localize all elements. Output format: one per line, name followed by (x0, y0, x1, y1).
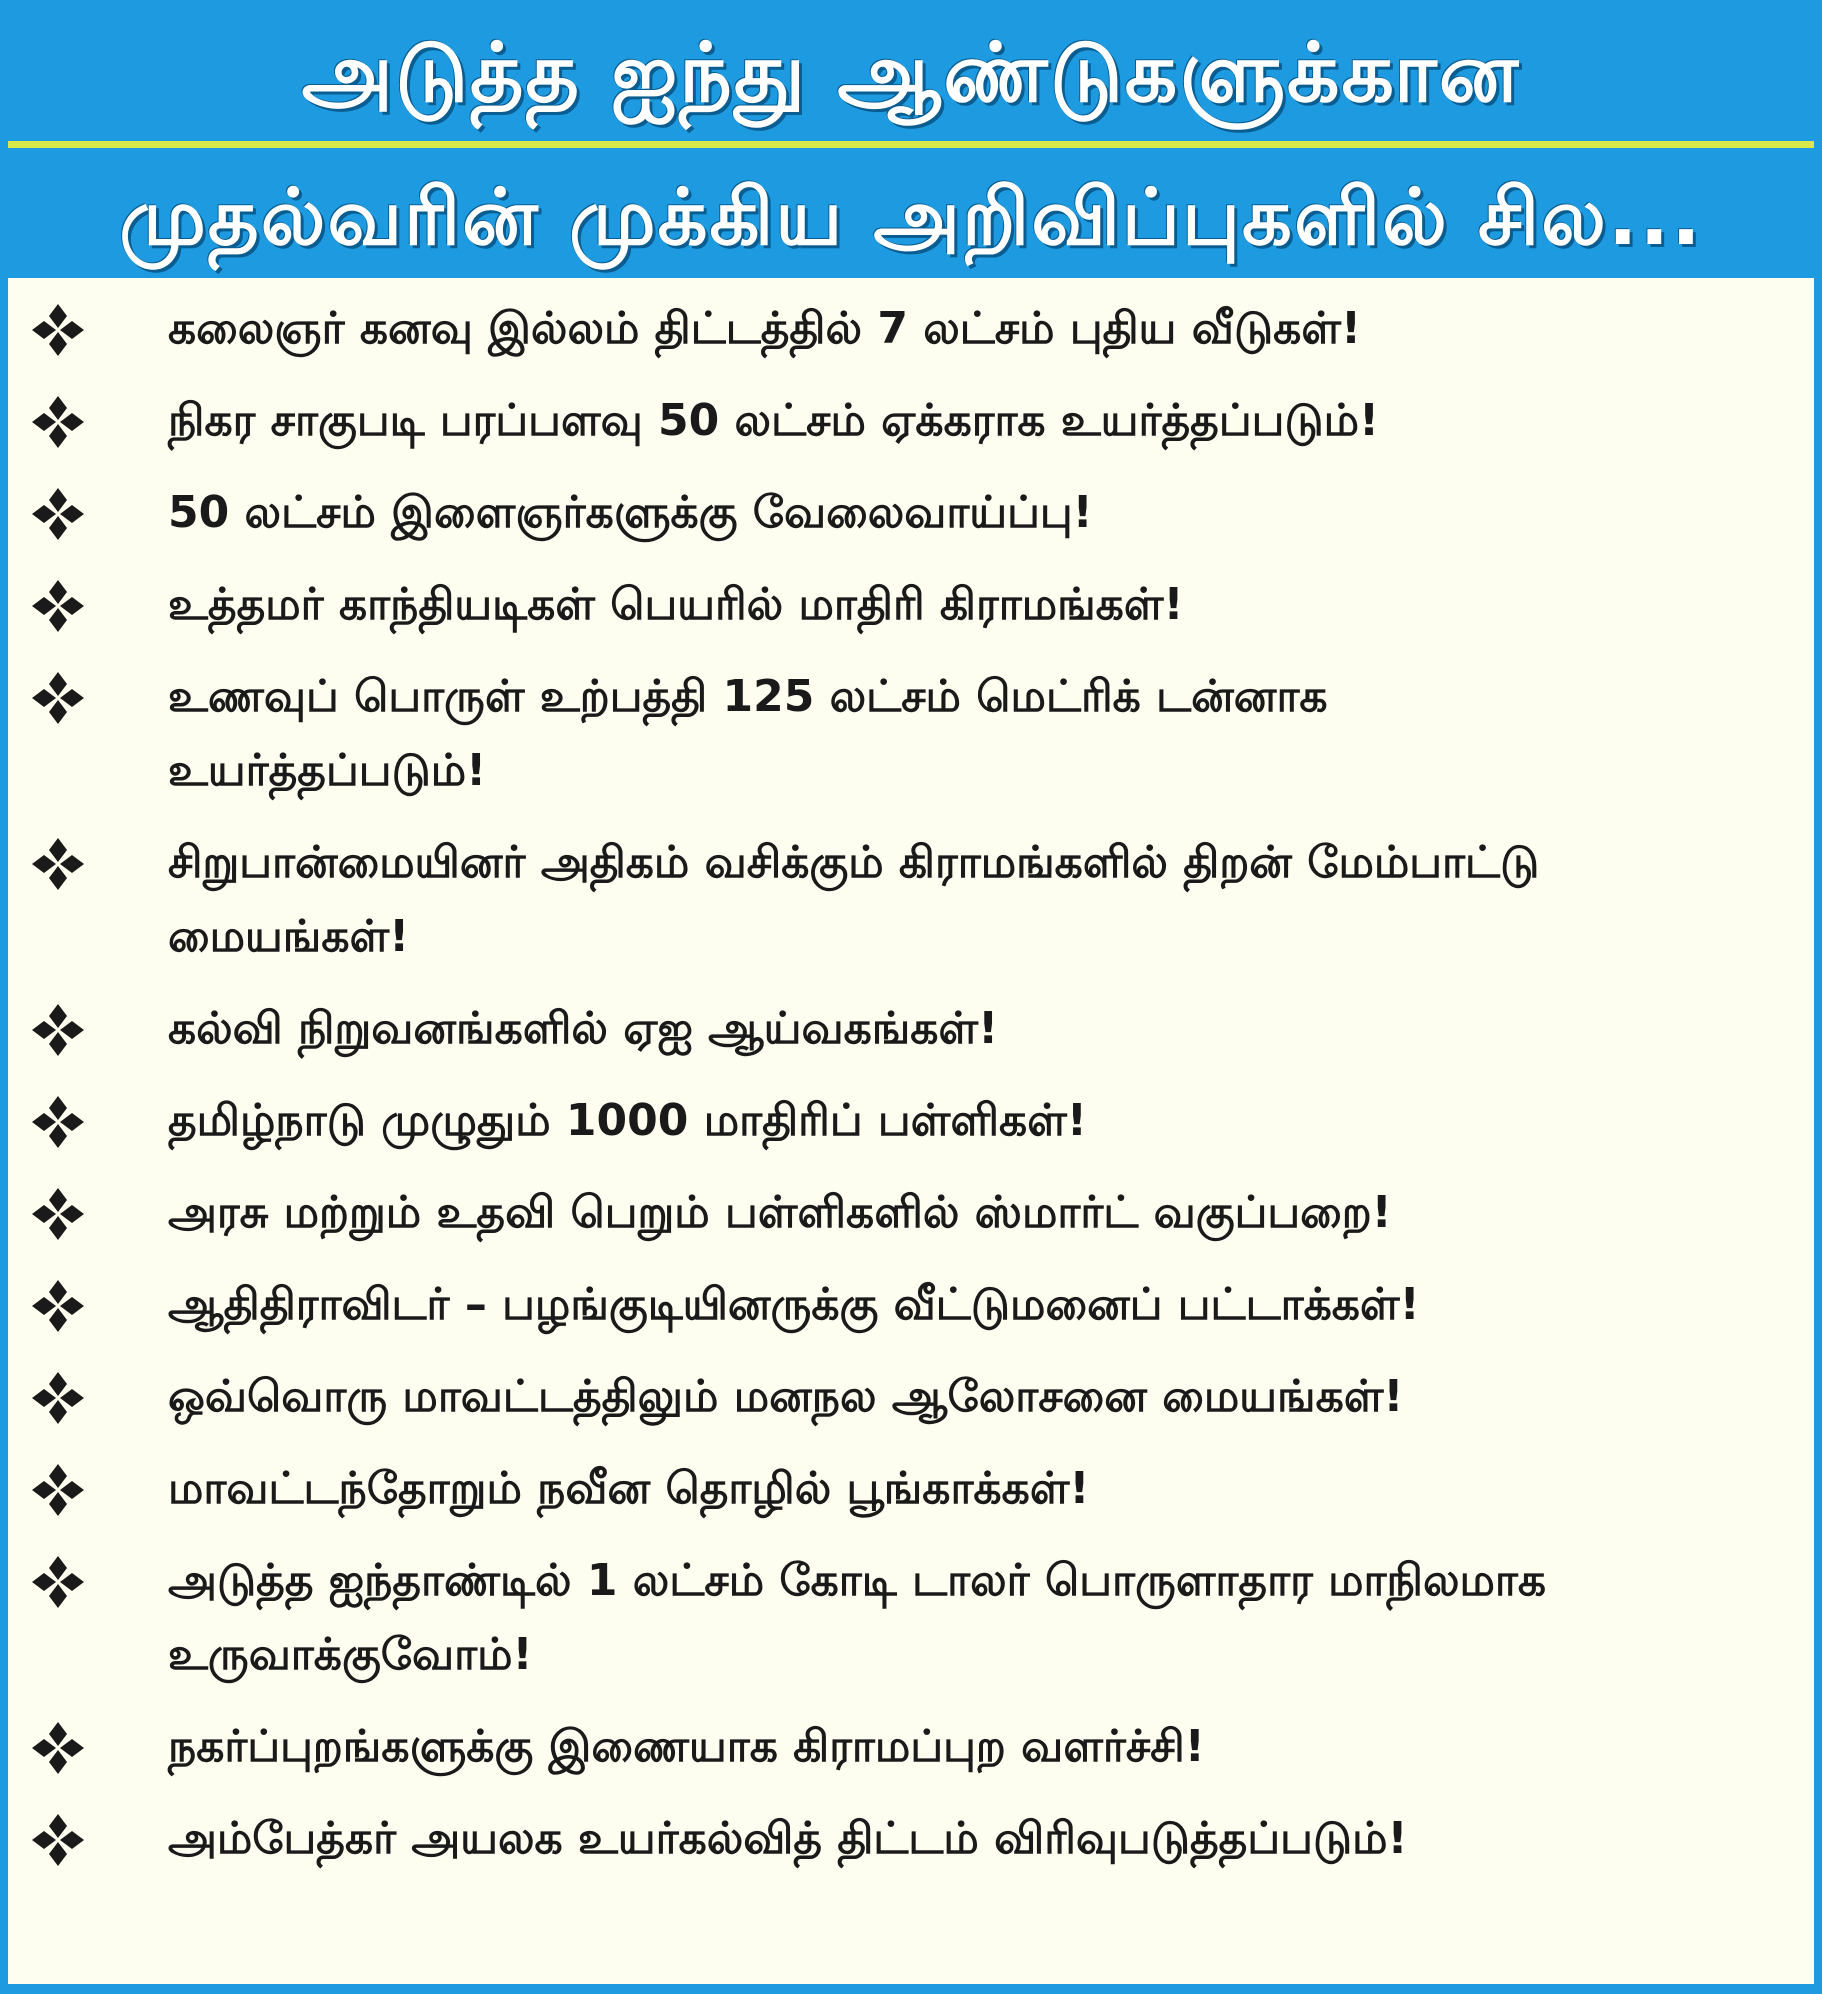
list-item (8, 384, 1814, 458)
header-divider (8, 141, 1814, 148)
four-diamond-bullet-icon (30, 578, 86, 634)
list-item (8, 1710, 1814, 1784)
four-diamond-bullet-icon (30, 836, 86, 892)
announcement-panel (8, 278, 1814, 1984)
four-diamond-bullet-icon (30, 1812, 86, 1868)
item-text: கல்வி நிறுவனங்களில் ஏஐ ஆய்வகங்கள்! (168, 1003, 999, 1054)
item-text: அம்பேத்கர் அயலக உயர்கல்வித் திட்டம் விரிவுபடுத்தப்படும்! (168, 1813, 1408, 1864)
item-text: அடுத்த ஐந்தாண்டில் 1 லட்சம் கோடி டாலர் பொருளாதார மாநிலமாக உருவாக்குவோம்! (168, 1555, 1547, 1680)
four-diamond-bullet-icon (30, 1278, 86, 1334)
list-item (8, 660, 1814, 808)
list-item (8, 1544, 1814, 1692)
item-text: உணவுப் பொருள் உற்பத்தி 125 லட்சம் மெட்ரிக் டன்னாக உயர்த்தப்படும்! (168, 671, 1328, 796)
item-text: ஆதிதிராவிடர் – பழங்குடியினருக்கு வீட்டுமனைப் பட்டாக்கள்! (168, 1279, 1420, 1330)
item-text: உத்தமர் காந்தியடிகள் பெயரில் மாதிரி கிராமங்கள்! (168, 579, 1184, 630)
item-text: தமிழ்நாடு முழுதும் 1000 மாதிரிப் பள்ளிகள்! (168, 1095, 1087, 1146)
four-diamond-bullet-icon (30, 1720, 86, 1776)
item-text: அரசு மற்றும் உதவி பெறும் பள்ளிகளில் ஸ்மார்ட் வகுப்பறை! (168, 1187, 1392, 1238)
item-text: சிறுபான்மையினர் அதிகம் வசிக்கும் கிராமங்களில் திறன் மேம்பாட்டு மையங்கள்! (168, 837, 1540, 962)
poster-header (0, 0, 1822, 278)
list-item (8, 476, 1814, 550)
four-diamond-bullet-icon (30, 394, 86, 450)
list-item (8, 292, 1814, 366)
four-diamond-bullet-icon (30, 1554, 86, 1610)
item-text: 50 லட்சம் இளைஞர்களுக்கு வேலைவாய்ப்பு! (168, 487, 1093, 538)
four-diamond-bullet-icon (30, 1094, 86, 1150)
four-diamond-bullet-icon (30, 1002, 86, 1058)
item-text: ஒவ்வொரு மாவட்டத்திலும் மனநல ஆலோசனை மையங்கள்! (168, 1371, 1404, 1422)
item-text: கலைஞர் கனவு இல்லம் திட்டத்தில் 7 லட்சம் புதிய வீடுகள்! (168, 303, 1362, 354)
list-item (8, 1802, 1814, 1876)
list-item (8, 1176, 1814, 1250)
item-text: நிகர சாகுபடி பரப்பளவு 50 லட்சம் ஏக்கராக உயர்த்தப்படும்! (168, 395, 1380, 446)
list-item (8, 1084, 1814, 1158)
list-item (8, 568, 1814, 642)
four-diamond-bullet-icon (30, 1186, 86, 1242)
headline-line-2: முதல்வரின் முக்கிய அறிவிப்புகளில் சில... (119, 173, 1703, 263)
item-text: நகர்ப்புறங்களுக்கு இணையாக கிராமப்புற வளர்ச்சி! (168, 1721, 1205, 1772)
item-text: மாவட்டந்தோறும் நவீன தொழில் பூங்காக்கள்! (168, 1463, 1090, 1514)
four-diamond-bullet-icon (30, 302, 86, 358)
announcement-list (8, 292, 1814, 1894)
list-item (8, 826, 1814, 974)
headline-line-1: அடுத்த ஐந்து ஆண்டுகளுக்கான (301, 26, 1521, 121)
list-item (8, 992, 1814, 1066)
four-diamond-bullet-icon (30, 670, 86, 726)
four-diamond-bullet-icon (30, 1462, 86, 1518)
four-diamond-bullet-icon (30, 1370, 86, 1426)
list-item (8, 1452, 1814, 1526)
list-item (8, 1360, 1814, 1434)
list-item (8, 1268, 1814, 1342)
four-diamond-bullet-icon (30, 486, 86, 542)
